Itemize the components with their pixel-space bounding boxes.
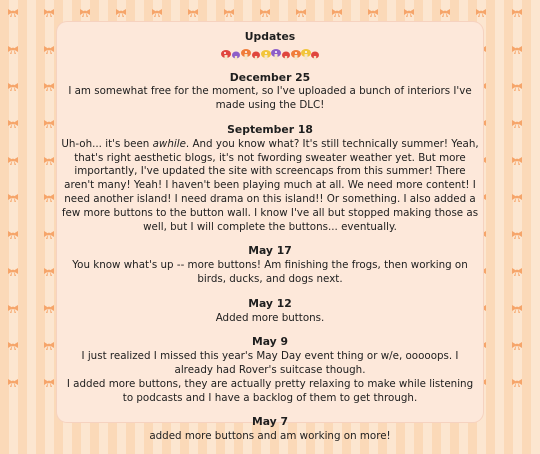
entry-date: May 7 bbox=[251, 415, 288, 429]
update-entry-may-12 bbox=[57, 297, 483, 326]
bow-icon bbox=[512, 268, 522, 276]
bow-icon bbox=[512, 379, 522, 387]
bow-icon bbox=[44, 342, 54, 350]
bow-icon bbox=[440, 9, 450, 17]
bow-icon bbox=[476, 9, 486, 17]
bow-icon bbox=[44, 157, 54, 165]
bow-icon bbox=[8, 342, 18, 350]
bow-icon bbox=[512, 83, 522, 91]
entry-text bbox=[57, 138, 483, 235]
entry-text: You know what's up -- more buttons! Am finishing the frogs, then working on birds, ducks, and dogs next. bbox=[72, 259, 468, 285]
bow-icon bbox=[512, 342, 522, 350]
bow-icon bbox=[512, 231, 522, 239]
entry-text: added more buttons and am working on more! bbox=[149, 430, 391, 443]
entry-text-emphasis: awhile bbox=[152, 137, 186, 150]
bow-icon bbox=[44, 120, 54, 128]
bow-icon bbox=[404, 9, 414, 17]
bow-icon bbox=[224, 9, 234, 17]
entry-date: May 17 bbox=[248, 244, 292, 258]
bow-icon bbox=[260, 9, 270, 17]
bow-icon bbox=[44, 305, 54, 313]
bow-icon bbox=[8, 379, 18, 387]
entry-text: Added more buttons. bbox=[215, 311, 325, 324]
bow-icon bbox=[8, 268, 18, 276]
update-entry-may-9 bbox=[57, 335, 483, 405]
bow-icon bbox=[512, 9, 522, 17]
entry-date: May 12 bbox=[248, 296, 292, 310]
entry-date: September 18 bbox=[227, 122, 313, 136]
bow-icon bbox=[512, 46, 522, 54]
bow-icon bbox=[44, 83, 54, 91]
bow-icon bbox=[296, 9, 306, 17]
updates-panel bbox=[57, 30, 483, 454]
bow-icon bbox=[8, 46, 18, 54]
bow-icon bbox=[8, 157, 18, 165]
bow-icon bbox=[8, 305, 18, 313]
update-entry-may-17 bbox=[57, 244, 483, 286]
bow-icon bbox=[44, 194, 54, 202]
bow-icon bbox=[44, 268, 54, 276]
bow-icon bbox=[512, 305, 522, 313]
entry-text: I just realized I missed this year's May Day event thing or w/e, ooooops. I already had Rover's suitcase though. bbox=[81, 350, 459, 376]
update-entry-december-25 bbox=[57, 71, 483, 113]
bow-icon bbox=[8, 231, 18, 239]
bow-icon bbox=[44, 231, 54, 239]
bow-icon bbox=[44, 9, 54, 17]
entry-text: I am somewhat free for the moment, so I've uploaded a bunch of interiors I've made using the DLC! bbox=[68, 85, 472, 112]
bow-icon bbox=[8, 83, 18, 91]
entry-text-second: I added more buttons, they are actually pretty relaxing to make while listening to podcasts and I have a backlog of them to get through. bbox=[66, 377, 474, 404]
entry-text-start: Uh-oh... it's been bbox=[61, 137, 153, 150]
entry-date: December 25 bbox=[229, 70, 311, 84]
bow-icon bbox=[512, 157, 522, 165]
bow-icon bbox=[44, 46, 54, 54]
bow-icon bbox=[188, 9, 198, 17]
bow-icon bbox=[8, 9, 18, 17]
bow-icon bbox=[332, 9, 342, 17]
entry-date: May 9 bbox=[251, 335, 288, 349]
bow-icon bbox=[512, 194, 522, 202]
bow-icon bbox=[152, 9, 162, 17]
mushroom-row-icon bbox=[220, 47, 320, 61]
bow-icon bbox=[116, 9, 126, 17]
bow-icon bbox=[8, 194, 18, 202]
page-title: Updates bbox=[244, 30, 296, 43]
update-entry-may-7 bbox=[57, 415, 483, 444]
bow-icon bbox=[8, 120, 18, 128]
entry-text-rest: . And you know what? It's still technically summer! Yeah, that's right aesthetic blogs, it's not fwording sweater weather yet. But more importantly, I've updated the site with screencaps from this summer! There aren't many! Yeah! I haven't been playing much at all. We need more content! I need another island! I need drama on this island!! Or something. I also added a few more buttons to the button wall. I know I've all but stopped making those as well, but I will complete the buttons... eventually. bbox=[61, 137, 479, 233]
bow-icon bbox=[368, 9, 378, 17]
bow-icon bbox=[44, 379, 54, 387]
update-entry-september-18 bbox=[57, 123, 483, 234]
bow-icon bbox=[80, 9, 90, 17]
bow-icon bbox=[512, 120, 522, 128]
